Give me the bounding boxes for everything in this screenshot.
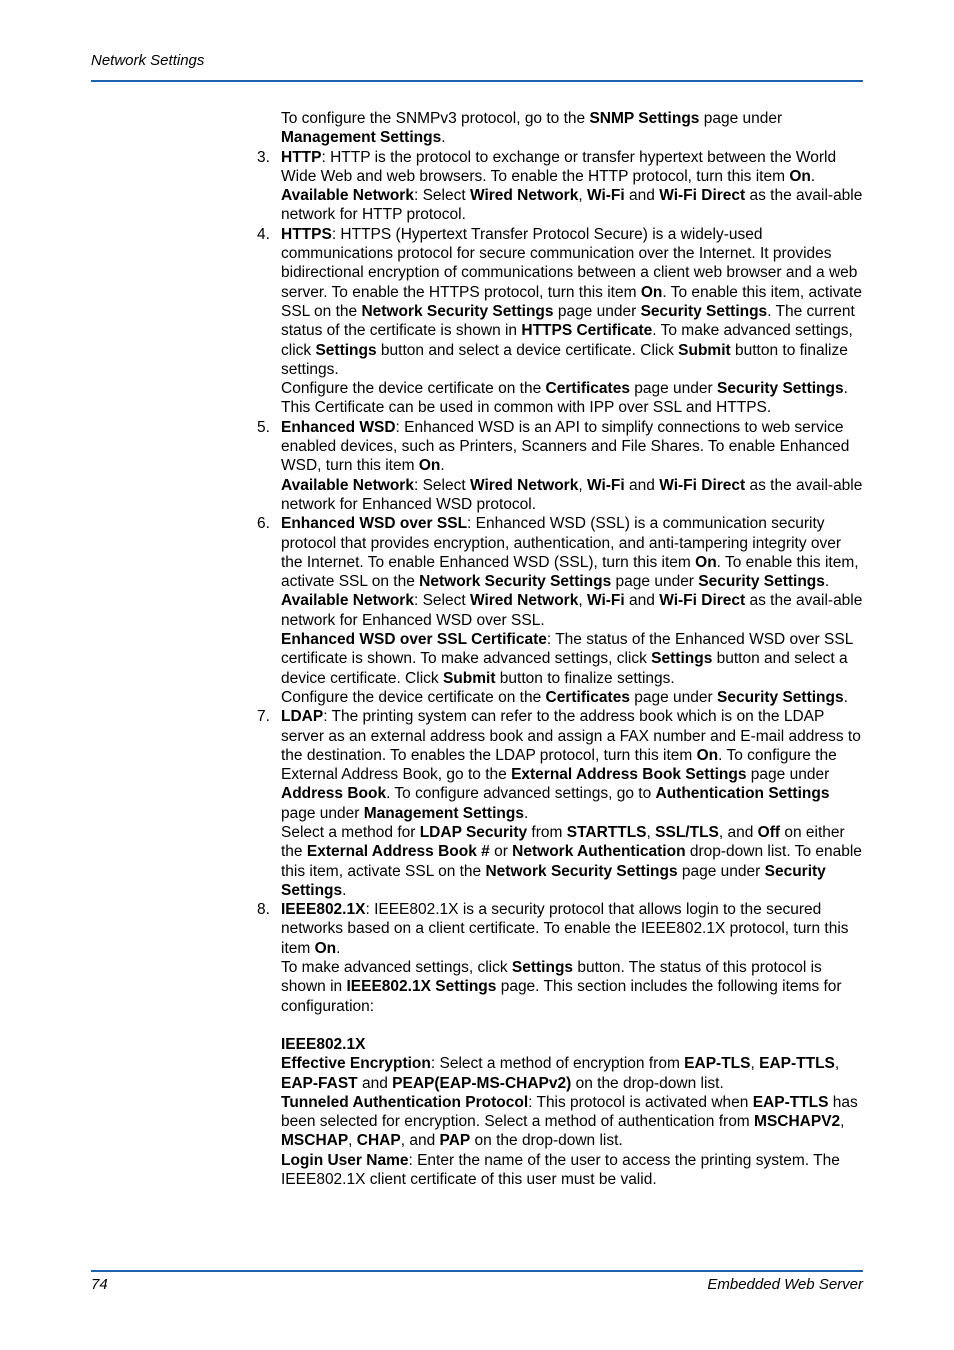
list-item-paragraph xyxy=(281,1093,863,1151)
text-run: . This Certificate can be used in common with IPP over SSL and HTTPS. xyxy=(281,380,848,417)
bold-term: EAP-TLS xyxy=(684,1055,751,1073)
text-run: . To configure the External Address Book, go to the xyxy=(281,746,837,784)
text-run: . To make advanced settings, click xyxy=(281,322,853,359)
text-run: as the avail-able network for Enhanced WSD over SSL. xyxy=(281,592,863,629)
bold-term: Security Settings xyxy=(640,302,768,320)
bold-term: Available Network xyxy=(281,187,414,205)
bold-term: MSCHAPV2 xyxy=(754,1113,841,1131)
bold-term: External Address Book Settings xyxy=(511,766,747,784)
header-rule xyxy=(91,80,863,82)
bold-term: CHAP xyxy=(356,1132,401,1150)
bold-term: Enhanced WSD over SSL xyxy=(281,515,468,533)
list-item-number: 5. xyxy=(257,418,270,436)
list-item-paragraph xyxy=(281,186,863,225)
bold-term: Management Settings xyxy=(363,804,524,822)
bold-term: On xyxy=(696,746,719,764)
bold-term: IEEE802.1X xyxy=(281,1035,366,1053)
list-item-paragraph xyxy=(281,148,863,187)
list-item-paragraph xyxy=(281,379,863,418)
bold-term: External Address Book # xyxy=(306,843,490,861)
bold-term: EAP-FAST xyxy=(281,1074,358,1092)
bold-term: Wi-Fi xyxy=(586,187,625,205)
bold-term: On xyxy=(418,457,441,475)
text-run: as the avail-able network for HTTP protocol. xyxy=(281,187,863,224)
bold-term: On xyxy=(314,939,337,957)
text-run: . xyxy=(824,573,830,591)
bold-term: Certificates xyxy=(545,380,630,398)
bold-term: HTTP xyxy=(281,148,322,166)
bold-term: Security Settings xyxy=(281,862,826,899)
bold-term: MSCHAP xyxy=(281,1132,349,1150)
bold-term: SNMP Settings xyxy=(589,110,700,127)
text-run: page under xyxy=(281,804,364,822)
text-run: . xyxy=(336,939,341,957)
text-run: or xyxy=(489,843,513,861)
bold-term: Off xyxy=(757,823,781,841)
bold-term: Enhanced WSD over SSL Certificate xyxy=(281,631,547,649)
text-run: , xyxy=(750,1055,760,1073)
intro-paragraph xyxy=(281,109,863,148)
bold-term: Available Network xyxy=(281,476,414,494)
text-run: on either the xyxy=(281,823,845,861)
text-run: : IEEE802.1X is a security protocol that allows login to the secured networks based on a client certificate. To enable the IEEE802.1X protocol, turn this item xyxy=(281,901,849,957)
list-item xyxy=(257,418,863,514)
list-item-paragraph xyxy=(281,900,863,958)
text-run: page under xyxy=(699,110,783,127)
bold-term: LDAP Security xyxy=(419,823,528,841)
text-run: . xyxy=(523,804,529,822)
text-run: , xyxy=(578,476,587,494)
text-run: To make advanced settings, click xyxy=(281,959,512,977)
text-run: button to finalize settings. xyxy=(281,341,848,378)
list-item-paragraph xyxy=(281,823,863,900)
text-run: on the drop-down list. xyxy=(470,1132,623,1150)
text-run: button. The status of this protocol is shown in xyxy=(281,959,822,996)
bold-term: EAP-TTLS xyxy=(759,1055,835,1073)
text-run: page under xyxy=(553,302,641,320)
list-item-number: 6. xyxy=(257,515,270,533)
text-run: button and select a device certificate. Click xyxy=(376,341,679,359)
text-run: , xyxy=(646,823,656,841)
text-run: , and xyxy=(718,823,758,841)
bold-term: Network Security Settings xyxy=(419,573,612,591)
text-run: . xyxy=(810,167,816,185)
text-run: page. This section includes the following items for configuration: xyxy=(281,978,842,1015)
text-run: has been selected for encryption. Select a method of authentication from xyxy=(281,1093,858,1131)
list-item-paragraph xyxy=(281,225,863,379)
text-run: . xyxy=(342,881,347,899)
bold-term: PEAP(EAP-MS-CHAPv2) xyxy=(392,1074,572,1092)
bold-term: Submit xyxy=(442,669,496,687)
bold-term: Wired Network xyxy=(469,476,579,494)
text-run: To configure the SNMPv3 protocol, go to the xyxy=(281,110,590,127)
bold-term: Network Authentication xyxy=(512,843,686,861)
bold-term: Tunneled Authentication Protocol xyxy=(281,1093,529,1111)
body-content xyxy=(257,109,863,1189)
text-run: . To configure advanced settings, go to xyxy=(386,785,656,803)
text-run: button and select a device certificate. Click xyxy=(281,650,848,687)
text-run: . To enable this item, activate SSL on the xyxy=(281,283,862,320)
bold-term: Security Settings xyxy=(698,573,825,591)
bold-term: Effective Encryption xyxy=(281,1055,431,1073)
list-item-paragraph xyxy=(281,1035,863,1054)
text-run: , xyxy=(578,592,587,610)
bold-term: Settings xyxy=(511,959,574,977)
bold-term: EAP-TTLS xyxy=(752,1093,829,1111)
text-run: from xyxy=(527,823,567,841)
text-run: : Select xyxy=(413,187,470,205)
text-run: as the avail-able network for Enhanced WSD protocol. xyxy=(281,476,863,513)
list-item-number: 4. xyxy=(257,225,270,243)
text-run: , xyxy=(578,187,587,205)
text-run: drop-down list. To enable this item, activate SSL on the xyxy=(281,843,862,880)
bold-term: On xyxy=(789,167,811,185)
bold-term: Wi-Fi xyxy=(586,476,625,494)
bold-term: Wired Network xyxy=(469,187,579,205)
text-run: Configure the device certificate on the xyxy=(281,688,546,706)
list-item-paragraph xyxy=(281,514,863,591)
text-run: button to finalize settings. xyxy=(495,669,675,687)
text-run: . The current status of the certificate is shown in xyxy=(281,302,855,340)
bold-term: STARTTLS xyxy=(566,823,647,841)
text-run: , xyxy=(840,1113,845,1131)
text-run: and xyxy=(357,1074,393,1092)
list-item-paragraph xyxy=(281,630,863,688)
text-run: : Select xyxy=(413,476,470,494)
bold-term: Settings xyxy=(651,650,713,668)
document-title: Embedded Web Server xyxy=(707,1276,863,1293)
bold-term: Submit xyxy=(678,341,731,359)
bold-term: SSL/TLS xyxy=(655,823,719,841)
text-run: on the drop-down list. xyxy=(571,1074,724,1092)
text-run: Configure the device certificate on the xyxy=(281,380,546,398)
text-run: : Select a method of encryption from xyxy=(430,1055,685,1073)
list-item-number: 8. xyxy=(257,901,270,919)
running-header: Network Settings xyxy=(91,52,205,69)
bold-term: HTTPS xyxy=(281,225,332,243)
text-run: : The printing system can refer to the address book which is on the LDAP server as an external address book and assign a FAX number and E-mail address to the destination. To enables the LDAP protocol, turn this item xyxy=(281,708,861,764)
bold-term: Enhanced WSD xyxy=(281,418,396,436)
paragraph-spacer xyxy=(281,1016,863,1035)
list-item-paragraph xyxy=(281,418,863,476)
bold-term: Authentication Settings xyxy=(655,785,830,803)
bold-term: PAP xyxy=(439,1132,471,1150)
text-run: , and xyxy=(400,1132,440,1150)
text-run: . To enable this item, activate SSL on the xyxy=(281,553,859,591)
bold-term: HTTPS Certificate xyxy=(521,322,653,340)
text-run: : Enhanced WSD is an API to simplify connections to web service enabled devices, such as Printers, Scanners and File Shares. To enable Enhanced WSD, turn this item xyxy=(281,418,850,475)
text-run: page under xyxy=(611,573,699,591)
list-item-paragraph xyxy=(281,476,863,515)
list-item-paragraph xyxy=(281,688,863,707)
list-item xyxy=(257,900,863,1189)
bold-term: Available Network xyxy=(281,592,414,610)
text-run: : HTTP is the protocol to exchange or transfer hypertext between the World Wide Web and web browsers. To enable the HTTP protocol, turn this item xyxy=(281,148,837,185)
bold-term: Address Book xyxy=(281,785,387,803)
bold-term: LDAP xyxy=(281,708,324,726)
list-item-paragraph xyxy=(281,707,863,823)
text-run: : The status of the Enhanced WSD over SSL certificate is shown. To make advanced settings, click xyxy=(281,631,853,668)
bold-term: Certificates xyxy=(545,688,630,706)
text-run: , xyxy=(348,1132,357,1150)
list-item-number: 7. xyxy=(257,708,270,726)
bold-term: Settings xyxy=(315,341,377,359)
text-run: and xyxy=(624,592,660,610)
bold-term: On xyxy=(695,553,717,571)
text-run: : HTTPS (Hypertext Transfer Protocol Secure) is a widely-used communications protocol for secure communication over the Internet. It provides bidirectional encryption of communications between a client web browser and a web server. To enable the HTTPS protocol, turn this item xyxy=(281,225,858,301)
text-run: and xyxy=(624,187,660,205)
text-run: , xyxy=(834,1055,840,1073)
text-run: page under xyxy=(677,862,765,880)
bold-term: IEEE802.1X Settings xyxy=(346,978,497,996)
text-run: : Enhanced WSD (SSL) is a communication security protocol that provides encryption, authentication, and anti-tampering integrity over the Internet. To enable Enhanced WSD (SSL), turn this item xyxy=(281,515,842,571)
bold-term: On xyxy=(640,283,663,301)
text-run: : Select xyxy=(413,592,470,610)
bold-term: Network Security Settings xyxy=(485,862,678,880)
bold-term: Wi-Fi Direct xyxy=(659,592,746,610)
footer-rule xyxy=(91,1270,863,1272)
page-number: 74 xyxy=(91,1276,108,1293)
list-item-paragraph xyxy=(281,958,863,1016)
bold-term: Network Security Settings xyxy=(361,302,554,320)
bold-term: IEEE802.1X xyxy=(281,901,366,919)
text-run: Select a method for xyxy=(281,823,420,841)
text-run: : This protocol is activated when xyxy=(528,1093,753,1111)
bold-term: Wi-Fi Direct xyxy=(659,187,746,205)
list-item-paragraph xyxy=(281,1151,863,1190)
text-run: : Enter the name of the user to access the printing system. The IEEE802.1X client certificate of this user must be valid. xyxy=(281,1151,840,1189)
list-item-paragraph xyxy=(281,591,863,630)
list-item-paragraph xyxy=(281,1054,863,1093)
bold-term: Security Settings xyxy=(717,688,844,706)
bold-term: Wired Network xyxy=(469,592,579,610)
list-item xyxy=(257,225,863,418)
numbered-list xyxy=(257,148,863,1190)
text-run: and xyxy=(624,476,660,494)
text-run: page under xyxy=(629,380,717,398)
bold-term: Wi-Fi xyxy=(586,592,625,610)
text-run: . xyxy=(441,129,446,147)
list-item xyxy=(257,514,863,707)
bold-term: Management Settings xyxy=(281,129,442,147)
bold-term: Wi-Fi Direct xyxy=(659,476,746,494)
list-item xyxy=(257,707,863,900)
bold-term: Security Settings xyxy=(717,380,844,398)
text-run: page under xyxy=(629,688,717,706)
bold-term: Login User Name xyxy=(281,1151,409,1169)
list-item xyxy=(257,148,863,225)
list-item-number: 3. xyxy=(257,148,270,166)
text-run: page under xyxy=(746,766,830,784)
text-run: . xyxy=(843,688,848,706)
text-run: . xyxy=(440,457,445,475)
